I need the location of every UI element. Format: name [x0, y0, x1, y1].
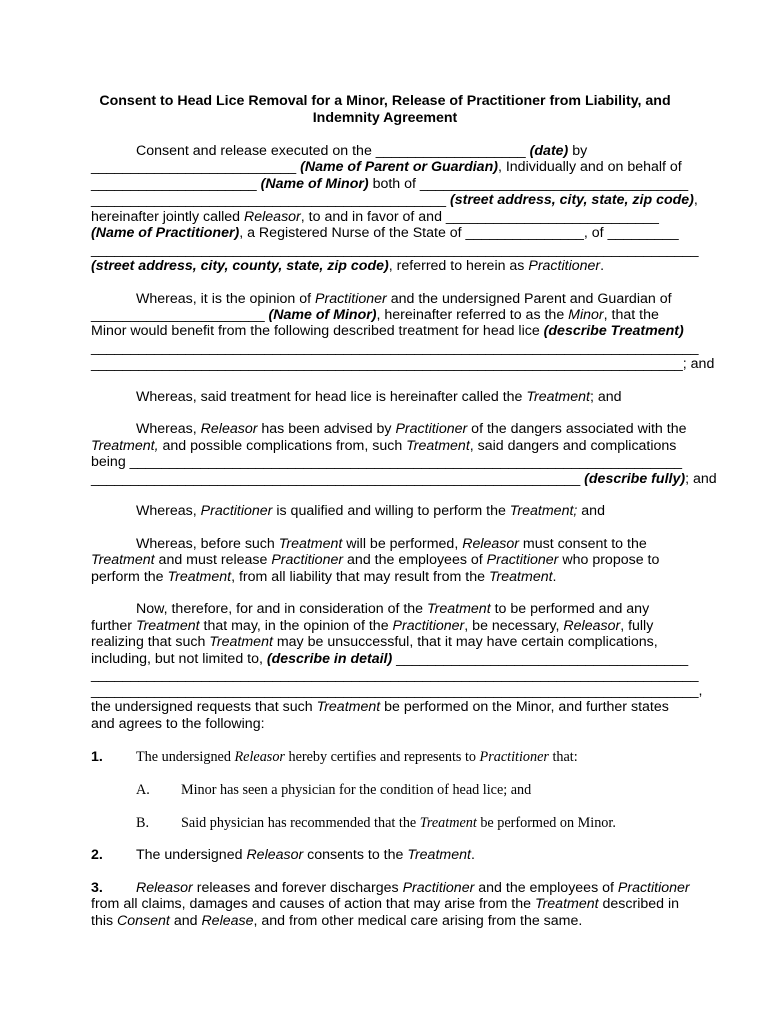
intro-line-4: _____________________________________________ (street address, city, state, zip code),: [91, 192, 698, 208]
now-line-1: Now, therefore, for and in consideration of the Treatment to be performed and any: [136, 601, 650, 617]
intro-line-3: _____________________ (Name of Minor) both of __________________________________: [91, 176, 689, 192]
whereas1-line-1: Whereas, it is the opinion of Practitioner and the undersigned Parent and Guardian of: [136, 291, 672, 307]
now-line-2: further Treatment that may, in the opinion of the Practitioner, be necessary, Releasor, fully: [91, 618, 654, 634]
document-title: [90, 93, 680, 127]
intro-line-5: hereinafter jointly called Releasor, to and in favor of and ___________________________: [91, 209, 659, 225]
whereas5-line-3: perform the Treatment, from all liability that may result from the Treatment.: [91, 569, 557, 585]
intro-line-7: _____________________________________________________________________________: [91, 242, 699, 258]
whereas1-line-3: Minor would benefit from the following described treatment for head lice (describe Treatment): [91, 323, 684, 339]
whereas5-line-1: Whereas, before such Treatment will be performed, Releasor must consent to the: [136, 536, 647, 552]
item-3-line-1: Releasor releases and forever discharges Practitioner and the employees of Practitioner: [136, 880, 690, 896]
whereas3-line-3: being ______________________________________________________________________: [91, 454, 682, 470]
whereas3-line-4: ______________________________________________________________ (describe fully); and: [91, 471, 717, 487]
item-3-line-2: from all claims, damages and causes of action that may arise from the Treatment described in: [91, 896, 680, 912]
item-2-text: The undersigned Releasor consents to the Treatment.: [136, 847, 475, 863]
item-b-text: Said physician has recommended that the Treatment be performed on Minor.: [181, 815, 616, 831]
now-line-4: including, but not limited to, (describe in detail) _____________________________________: [91, 651, 689, 667]
title-line-1: Consent to Head Lice Removal for a Minor, Release of Practitioner from Liability, and: [99, 93, 671, 109]
now-line-6: _____________________________________________________________________________,: [91, 683, 703, 699]
item-a-label: A.: [136, 782, 150, 798]
now-line-8: and agrees to the following:: [91, 716, 265, 732]
whereas1-line-5: ___________________________________________________________________________; and: [91, 356, 715, 372]
item-1-number: 1.: [91, 749, 103, 765]
intro-line-8: (street address, city, county, state, zip code), referred to herein as Practitioner.: [91, 258, 605, 274]
item-b-label: B.: [136, 815, 150, 831]
item-a-text: Minor has seen a physician for the condition of head lice; and: [181, 782, 532, 798]
item-1-text: The undersigned Releasor hereby certifies and represents to Practitioner that:: [136, 749, 578, 765]
whereas3-line-1: Whereas, Releasor has been advised by Practitioner of the dangers associated with the: [136, 421, 687, 437]
whereas2-line: Whereas, said treatment for head lice is hereinafter called the Treatment; and: [136, 389, 622, 405]
intro-line-6: (Name of Practitioner), a Registered Nurse of the State of _______________, of _________: [91, 225, 679, 241]
now-line-5: _____________________________________________________________________________: [91, 667, 699, 683]
item-3-number: 3.: [91, 880, 103, 896]
whereas3-line-2: Treatment, and possible complications from, such Treatment, said dangers and complications: [91, 438, 677, 454]
whereas5-line-2: Treatment and must release Practitioner and the employees of Practitioner who propose to: [91, 552, 660, 568]
intro-line-1: Consent and release executed on the ___________________ (date) by: [136, 143, 588, 159]
intro-line-2: __________________________ (Name of Parent or Guardian), Individually and on behalf of: [91, 159, 682, 175]
item-2-number: 2.: [91, 847, 103, 863]
item-3-line-3: this Consent and Release, and from other medical care arising from the same.: [91, 913, 583, 929]
now-line-7: the undersigned requests that such Treatment be performed on the Minor, and further states: [91, 699, 669, 715]
now-line-3: realizing that such Treatment may be unsuccessful, that it may have certain complications,: [91, 634, 658, 650]
whereas1-line-4: _____________________________________________________________________________: [91, 340, 699, 356]
whereas4-line: Whereas, Practitioner is qualified and willing to perform the Treatment; and: [136, 503, 605, 519]
title-line-2: Indemnity Agreement: [312, 110, 458, 126]
whereas1-line-2: ______________________ (Name of Minor), hereinafter referred to as the Minor, that the: [91, 307, 659, 323]
